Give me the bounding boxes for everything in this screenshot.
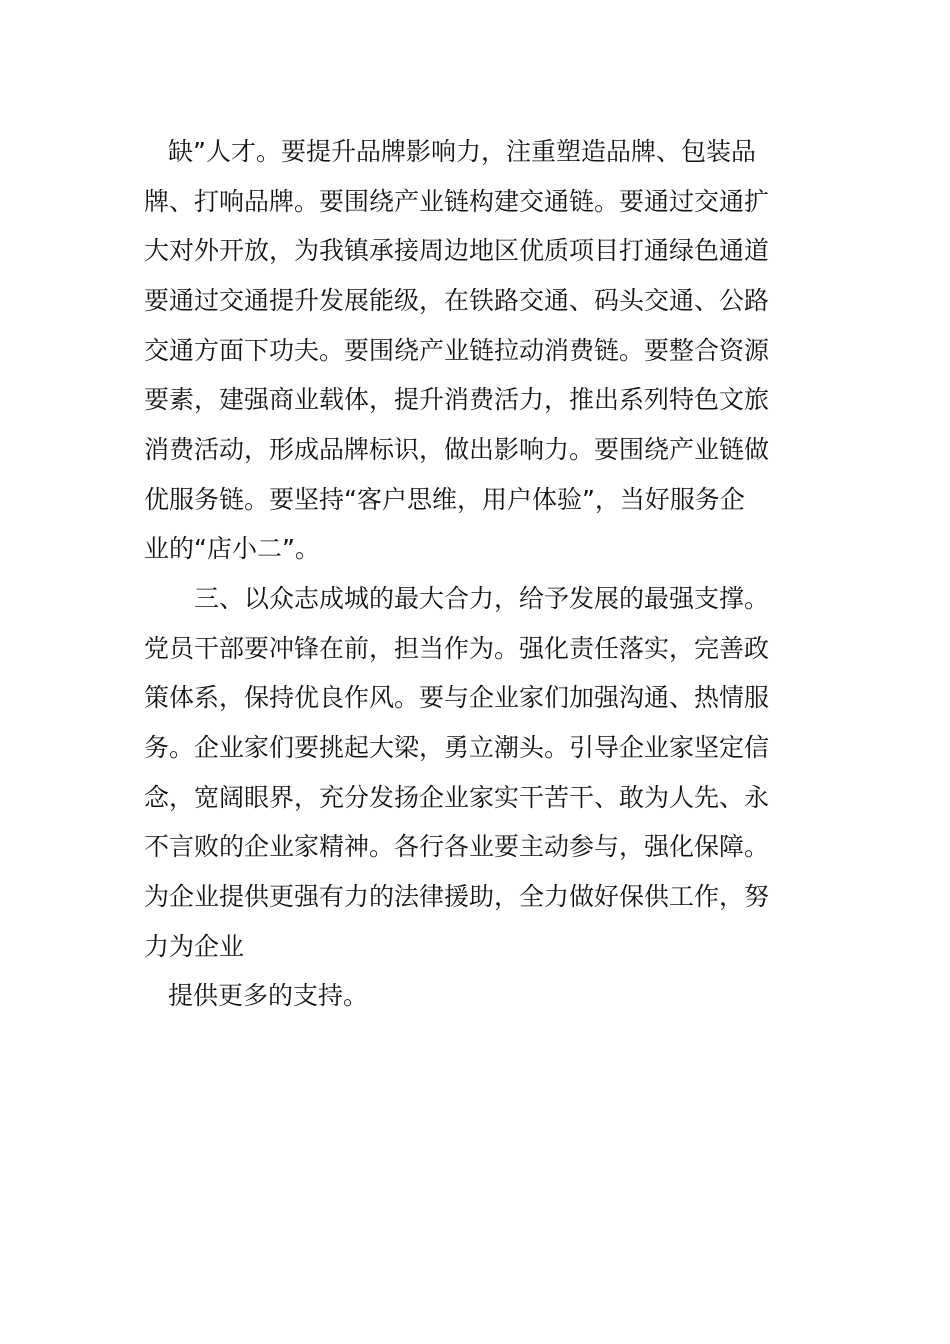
text-line: 要通过交通提升发展能级，在铁路交通、码头交通、公路 [144,286,770,315]
text-line: 牌、打响品牌。要围绕产业链构建交通链。要通过交通扩 [144,187,770,216]
text-line: 交通方面下功夫。要围绕产业链拉动消费链。要整合资源 [144,336,770,365]
text-line: 消费活动，形成品牌标识，做出影响力。要围绕产业链做 [144,435,770,464]
text-line: 缺”人才。要提升品牌影响力，注重塑造品牌、包装品 [168,137,756,166]
text-line: 要素，建强商业载体，提升消费活力，推出系列特色文旅 [144,385,770,414]
text-line: 力为企业 [144,932,245,961]
text-line: 不言败的企业家精神。各行各业要主动参与，强化保障。 [144,832,770,861]
text-line: 业的“店小二”。 [144,534,320,563]
text-line: 为企业提供更强有力的法律援助，全力做好保供工作，努 [144,882,770,911]
text-line: 大对外开放，为我镇承接周边地区优质项目打通绿色通道 [144,236,770,265]
text-line: 务。企业家们要挑起大梁，勇立潮头。引导企业家坚定信 [144,733,770,762]
text-line: 优服务链。要坚持“客户思维，用户体验”，当好服务企 [144,485,745,514]
text-line: 策体系，保持优良作风。要与企业家们加强沟通、热情服 [144,683,770,712]
text-line: 提供更多的支持。 [168,981,369,1010]
text-line: 念，宽阔眼界，充分发扬企业家实干苦干、敢为人先、永 [144,783,770,812]
text-line: 党员干部要冲锋在前，担当作为。强化责任落实，完善政 [144,634,770,663]
section-heading: 三、以众志成城的最大合力，给予发展的最强支撑。 [194,584,770,613]
